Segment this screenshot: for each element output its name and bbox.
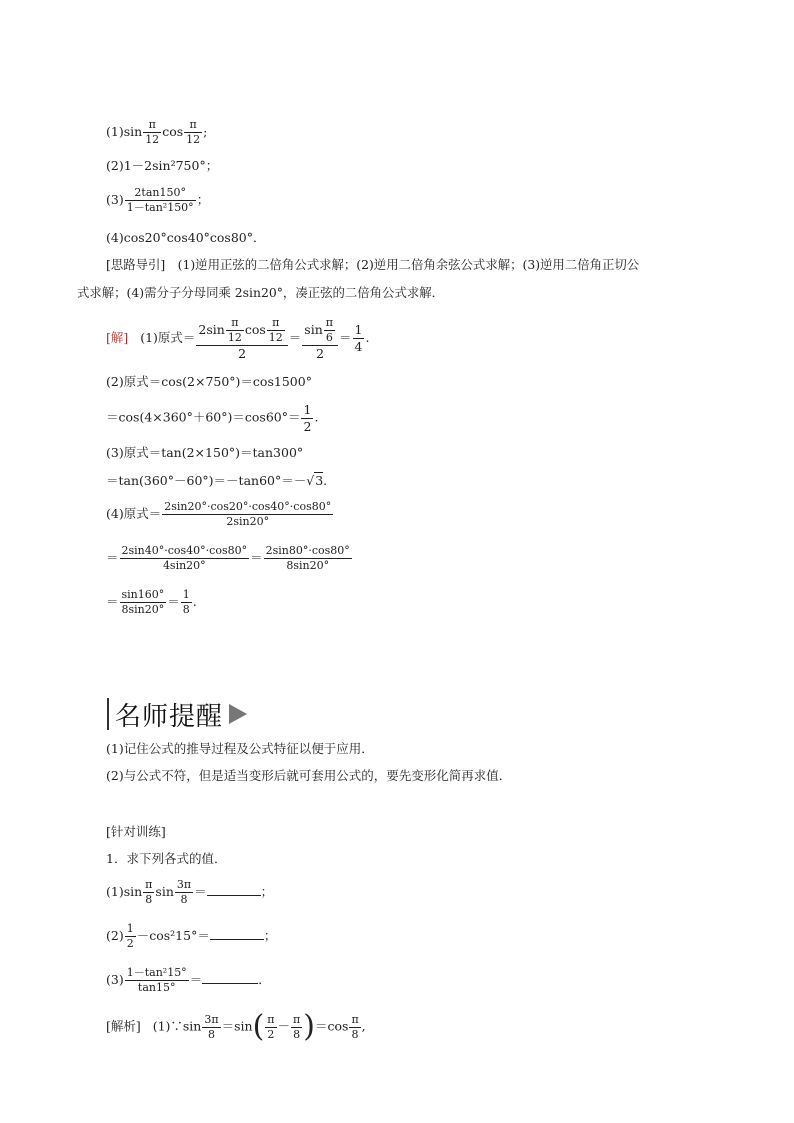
solution-1: [解] (1)原式＝ 2sin $\frac{\pi}{12}$ cos $\frac{\pi}{12}$ 2 ＝ sin $\frac{\pi}{6}$ 2 ＝ $\frac{1}{4}$ .: [106, 316, 370, 361]
solution-2b: ＝cos(4×360°＋60°)＝cos60°＝ $\frac{1}{2}$ .: [106, 402, 319, 434]
answer-blank[interactable]: [207, 894, 261, 896]
tips-heading-title: 名师提醒: [115, 701, 224, 732]
practice-tag: [针对训练]: [106, 824, 166, 839]
fraction-pi-2: $\frac{\pi}{2}$: [267, 1012, 275, 1041]
fraction-s1-b: sin $\frac{\pi}{6}$ 2: [302, 316, 338, 361]
hint-line-2: 式求解；(4)需分子分母同乘 2sin20°，凑正弦的二倍角公式求解．: [77, 285, 445, 300]
solution-2a: (2)原式＝cos(2×750°)＝cos1500°: [106, 374, 312, 389]
fraction-pi-8: $\frac{\pi}{8}$: [351, 1012, 359, 1041]
hint-line-1: [思路导引] (1)逆用正弦的二倍角公式求解；(2)逆用二倍角余弦公式求解；(3)逆用二倍角正切公: [106, 257, 640, 272]
fraction-one-eighth: $\frac{1}{8}$: [182, 588, 190, 616]
fraction-pi-8: $\frac{\pi}{8}$: [145, 878, 153, 906]
solution-3a: (3)原式＝tan(2×150°)＝tan300°: [106, 445, 304, 460]
solution-3b: ＝tan(360°－60°)＝－tan60°＝－√3.: [106, 473, 328, 488]
fraction-tan15: $\frac{\text{1－tan²15°}}{\tan 15^\circ}$: [126, 966, 187, 994]
fraction-s1-a: 2sin $\frac{\pi}{12}$ cos $\frac{\pi}{12}$ 2: [196, 316, 287, 361]
solution-4b: ＝ $\frac{2\sin 40^\circ\cdot\cos 40^\circ\cdot\cos 80^\circ}{4\sin 20^\circ}$ ＝ $\frac{2\sin 80^\circ\cdot\cos 80^\circ}{8\sin 20^\circ}$: [106, 544, 350, 572]
fraction-pi-8: $\frac{\pi}{8}$: [293, 1012, 301, 1041]
practice-q3: (3) $\frac{\text{1－tan²15°}}{\tan 15^\circ}$ ＝ ．: [106, 966, 271, 994]
fraction-tan150: $\frac{2\tan 150^\circ}{\text{1－tan²150°}}$: [126, 186, 194, 214]
fraction-s4-2: $\frac{2\sin 40^\circ\cdot\cos 40^\circ\cdot\cos 80^\circ}{4\sin 20^\circ}$: [121, 544, 248, 572]
heading-bar: [107, 698, 109, 730]
fraction-one-quarter: $\frac{1}{4}$: [354, 322, 363, 355]
problem-4: (4)cos20°cos40°cos80°．: [106, 230, 266, 245]
solution-4c: ＝ $\frac{\sin 160^\circ}{8\sin 20^\circ}$ ＝ $\frac{1}{8}$ .: [106, 588, 197, 616]
tips-heading: [107, 697, 247, 731]
fraction-s4-4: $\frac{\sin 160^\circ}{8\sin 20^\circ}$: [121, 588, 165, 616]
fraction-3pi-8: $\frac{3\pi}{8}$: [176, 878, 192, 906]
answer-blank[interactable]: [202, 982, 258, 984]
fraction-3pi-8: $\frac{3\pi}{8}$: [204, 1012, 219, 1041]
fraction-s4-3: $\frac{2\sin 80^\circ\cdot\cos 80^\circ}{8\sin 20^\circ}$: [265, 544, 350, 572]
fraction-pi-12: $\frac{\pi}{12}$: [186, 118, 201, 146]
fraction-pi-12: $\frac{\pi}{12}$: [145, 118, 160, 146]
triangle-right-icon: [229, 704, 247, 724]
practice-q2: (2) $\frac{1}{2}$ －cos²15°＝ ；: [106, 922, 277, 950]
answer-blank[interactable]: [210, 938, 264, 940]
analysis-line: [解析] (1)∵sin $\frac{3\pi}{8}$ ＝sin( $\frac{\pi}{2}$ － $\frac{\pi}{8}$ )＝cos $\frac{\pi}{8}$ ,: [106, 1009, 366, 1044]
solution-4a: (4)原式＝ $\frac{2\sin 20^\circ\cdot\cos 20^\circ\cdot\cos 40^\circ\cdot\cos 80^\circ}{2\sin 20^\circ}$: [106, 500, 332, 528]
practice-q1: (1)sin $\frac{\pi}{8}$ sin $\frac{3\pi}{8}$ ＝ ；: [106, 878, 274, 906]
reminder-2: (2)与公式不符，但是适当变形后就可套用公式的，要先变形化简再求值．: [106, 768, 512, 783]
fraction-s4-1: $\frac{2\sin 20^\circ\cdot\cos 20^\circ\cdot\cos 40^\circ\cdot\cos 80^\circ}{2\sin 20^\circ}$: [164, 500, 332, 528]
reminder-1: (1)记住公式的推导过程及公式特征以便于应用．: [106, 741, 374, 756]
analysis-tag: [解析]: [106, 1018, 141, 1034]
practice-question: 1．求下列各式的值．: [106, 851, 227, 866]
problem-3: (3) $\frac{2\tan 150^\circ}{\text{1－tan²150°}}$ ；: [106, 186, 210, 214]
solution-tag: [解]: [106, 330, 129, 346]
problem-2: (2)1－2sin²750°；: [106, 158, 219, 173]
problem-1: (1)sin $\frac{\pi}{12}$ cos $\frac{\pi}{12}$ ;: [106, 118, 208, 146]
fraction-one-half: $\frac{1}{2}$: [126, 922, 134, 950]
fraction-one-half: $\frac{1}{2}$: [303, 402, 312, 434]
